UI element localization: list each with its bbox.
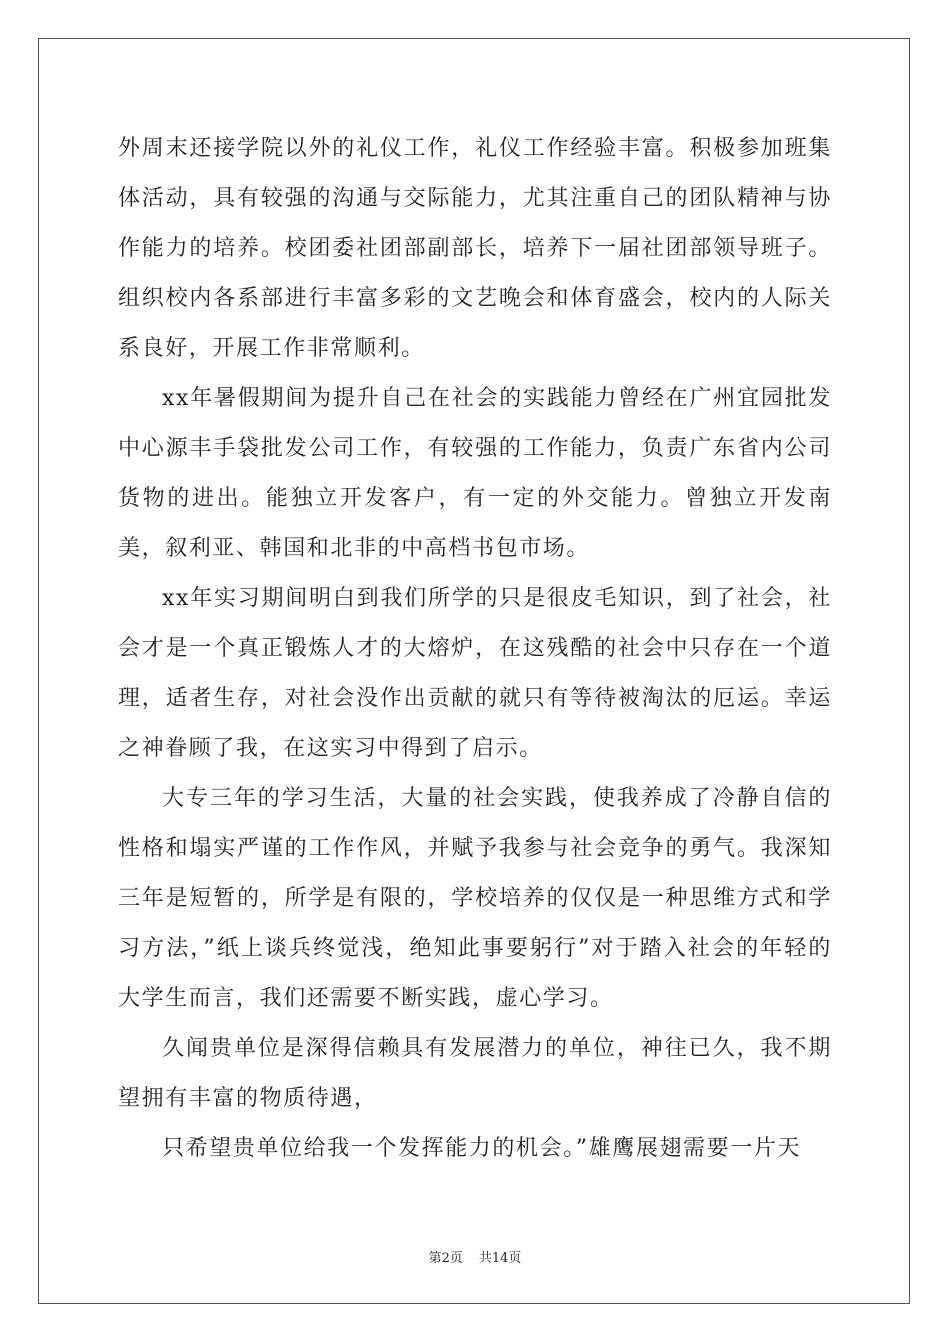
page-number: 第2页 (428, 1251, 463, 1266)
paragraph: xx年暑假期间为提升自己在社会的实践能力曾经在广州宜园批发中心源丰手袋批发公司工作，有较强的工作能力，负责广东省内公司货物的进出。能独立开发客户，有一定的外交能力。曾独立开发南美，叙利亚、韩国和北非的中高档书包市场。 (118, 386, 832, 561)
paragraph: 只希望贵单位给我一个发挥能力的机会。”雄鹰展翅需要一片天 (162, 1136, 802, 1161)
paragraph: xx年实习期间明白到我们所学的只是很皮毛知识，到了社会，社会才是一个真正锻炼人才的大熔炉，在这残酷的社会中只存在一个道理，适者生存，对社会没作出贡献的就只有等待被淘汰的厄运。幸运之神眷顾了我，在这实习中得到了启示。 (118, 586, 832, 761)
paragraph: 大专三年的学习生活，大量的社会实践，使我养成了冷静自信的性格和塌实严谨的工作作风，并赋予我参与社会竞争的勇气。我深知三年是短暂的，所学是有限的，学校培养的仅仅是一种思维方式和学习方法，”纸上谈兵终觉浅，绝知此事要躬行”对于踏入社会的年轻的大学生而言，我们还需要不断实践，虚心学习。 (118, 786, 832, 1011)
page-total: 共14页 (478, 1251, 522, 1266)
paragraph: 外周末还接学院以外的礼仪工作，礼仪工作经验丰富。积极参加班集体活动，具有较强的沟通与交际能力，尤其注重自己的团队精神与协作能力的培养。校团委社团部副部长，培养下一届社团部领导班子。组织校内各系部进行丰富多彩的文艺晚会和体育盛会，校内的人际关系良好，开展工作非常顺利。 (118, 136, 832, 361)
paragraph: 久闻贵单位是深得信赖具有发展潜力的单位，神往已久，我不期望拥有丰富的物质待遇， (118, 1036, 832, 1111)
page-footer (0, 1247, 950, 1266)
document-body (118, 124, 832, 1174)
